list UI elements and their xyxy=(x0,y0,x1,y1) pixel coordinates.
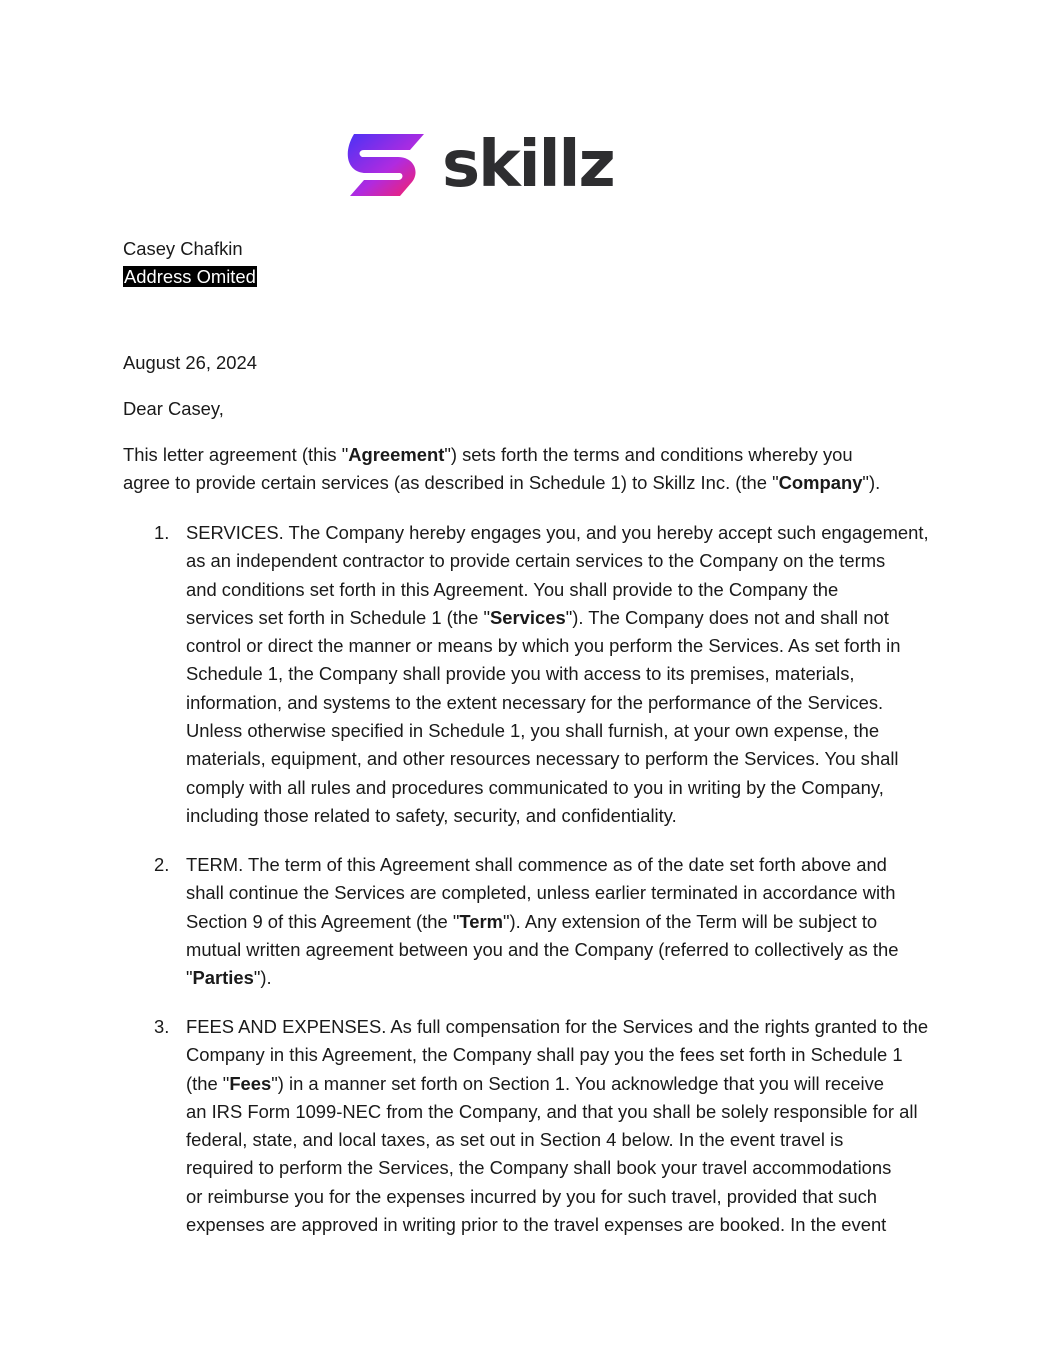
section-line: SERVICES. The Company hereby engages you, and you hereby accept such engagement, xyxy=(186,522,929,543)
section-line: (the "Fees") in a manner set forth on Section 1. You acknowledge that you will receive xyxy=(186,1072,885,1094)
section-line: information, and systems to the extent necessary for the performance of the Services. xyxy=(186,691,884,713)
defined-term-fees: Fees xyxy=(229,1072,272,1094)
section-line: required to perform the Services, the Company shall book your travel accommodations xyxy=(186,1157,892,1179)
section-fees-and-expenses xyxy=(154,1013,944,1239)
section-line: an IRS Form 1099-NEC from the Company, and that you shall be solely responsible for all xyxy=(186,1100,918,1122)
section-number: 3. xyxy=(154,1016,170,1037)
defined-term-term: Term xyxy=(459,910,503,932)
section-services xyxy=(154,519,944,830)
section-line: federal, state, and local taxes, as set out in Section 4 below. In the event travel is xyxy=(186,1129,844,1151)
intro-paragraph xyxy=(123,441,938,498)
salutation: Dear Casey, xyxy=(123,398,224,419)
section-line: or reimburse you for the expenses incurred by you for such travel, provided that such xyxy=(186,1185,878,1207)
defined-term-parties: Parties xyxy=(192,967,254,989)
skillz-logo-graphic xyxy=(340,128,712,202)
section-line: materials, equipment, and other resources necessary to perform the Services. You shall xyxy=(186,748,899,770)
intro-line: This letter agreement (this "Agreement") sets forth the terms and conditions whereby you xyxy=(123,444,853,465)
skillz-wordmark: skillz xyxy=(442,128,614,202)
section-line: including those related to safety, security, and confidentiality. xyxy=(186,804,677,826)
section-line: shall continue the Services are completed, unless earlier terminated in accordance with xyxy=(186,882,896,904)
section-line: services set forth in Schedule 1 (the "Services"). The Company does not and shall not xyxy=(186,606,889,628)
section-line: Section 9 of this Agreement (the "Term"). Any extension of the Term will be subject to xyxy=(186,910,878,932)
section-line: comply with all rules and procedures communicated to you in writing by the Company, xyxy=(186,776,884,798)
section-line: FEES AND EXPENSES. As full compensation for the Services and the rights granted to the xyxy=(186,1016,929,1037)
section-line: and conditions set forth in this Agreement. You shall provide to the Company the xyxy=(186,578,839,600)
skillz-logo xyxy=(340,128,712,202)
section-line: Company in this Agreement, the Company shall pay you the fees set forth in Schedule 1 xyxy=(186,1044,903,1066)
section-line: as an independent contractor to provide certain services to the Company on the terms xyxy=(186,550,886,572)
section-line: TERM. The term of this Agreement shall commence as of the date set forth above and xyxy=(186,854,887,875)
letter-date: August 26, 2024 xyxy=(123,352,257,373)
section-line: control or direct the manner or means by which you perform the Services. As set forth in xyxy=(186,635,901,657)
section-line: Unless otherwise specified in Schedule 1, you shall furnish, at your own expense, the xyxy=(186,720,880,742)
skillz-s-icon xyxy=(348,134,424,196)
defined-term-services: Services xyxy=(490,606,566,628)
section-line: expenses are approved in writing prior to the travel expenses are booked. In the event xyxy=(186,1214,887,1236)
section-term xyxy=(154,851,944,992)
section-line: "Parties"). xyxy=(186,967,272,989)
defined-term-company: Company xyxy=(778,472,863,494)
redacted-address: Address Omited xyxy=(124,266,256,287)
section-number: 2. xyxy=(154,854,170,875)
recipient-address xyxy=(123,263,257,291)
section-line: Schedule 1, the Company shall provide you with access to its premises, materials, xyxy=(186,663,855,685)
section-number: 1. xyxy=(154,522,170,543)
section-line: mutual written agreement between you and the Company (referred to collectively as the xyxy=(186,938,899,960)
intro-line: agree to provide certain services (as described in Schedule 1) to Skillz Inc. (the "Company"). xyxy=(123,472,881,494)
defined-term-agreement: Agreement xyxy=(348,444,445,465)
recipient-name: Casey Chafkin xyxy=(123,238,243,259)
